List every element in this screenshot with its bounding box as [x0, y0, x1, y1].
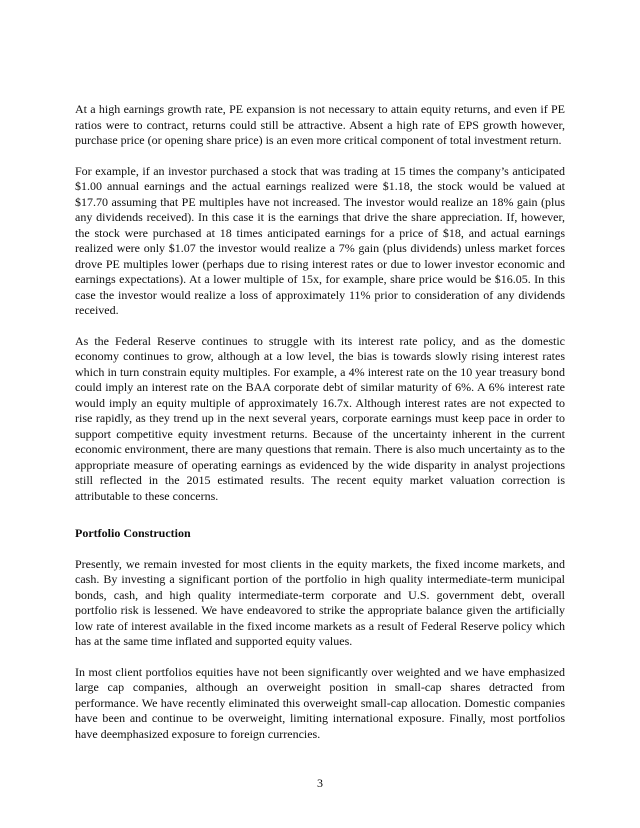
paragraph-pe-expansion: At a high earnings growth rate, PE expansion is not necessary to attain equity returns, and even if PE ratios were to contract, returns could still be attractive. Absent a high rate of EPS growth however, purchase price (or opening share price) is an even more critical component of total investment return. — [75, 102, 565, 147]
document-body — [75, 102, 565, 757]
page-number: 3 — [317, 776, 323, 790]
section-heading-portfolio-construction: Portfolio Construction — [75, 526, 191, 540]
paragraph-investor-example: For example, if an investor purchased a stock that was trading at 15 times the company’s anticipated $1.00 annual earnings and the actual earnings realized were $1.18, the stock would be valued at $17.70 assuming that PE multiples have not increased. The investor would realize an 18% gain (plus any dividends received). In this case it is the earnings that drive the share appreciation. If, however, the stock were purchased at 18 times anticipated earnings for a price of $18, and actual earnings realized were only $1.07 the investor would realize a 7% gain (plus dividends) unless market forces drove PE multiples lower (perhaps due to rising interest rates or due to lower investor economic and earnings expectations). At a lower multiple of 15x, for example, share price would be $16.05. In this case the investor would realize a loss of approximately 11% prior to consideration of any dividends received. — [75, 163, 565, 317]
paragraph-portfolio-allocation: Presently, we remain invested for most clients in the equity markets, the fixed income markets, and cash. By investing a significant portion of the portfolio in high quality intermediate-term municipal bonds, cash, and high quality intermediate-term corporate and U.S. government debt, overall portfolio risk is lessened. We have endeavored to strike the appropriate balance given the artificially low rate of interest available in the fixed income markets as a result of Federal Reserve policy which has at the same time inflated and supported equity values. — [75, 556, 565, 648]
paragraph-federal-reserve: As the Federal Reserve continues to struggle with its interest rate policy, and as the domestic economy continues to grow, although at a low level, the bias is towards slowly rising interest rates which in turn constrain equity multiples. For example, a 4% interest rate on the 10 year treasury bond could imply an interest rate on the BAA corporate debt of similar maturity of 6%. A 6% interest rate would imply an equity multiple of approximately 16.7x. Although interest rates are not expected to rise rapidly, as they trend up in the next several years, corporate earnings must keep pace in order to support competitive equity investment returns. Because of the uncertainty inherent in the current economic environment, there are many questions that remain. There is also much uncertainty as to the appropriate measure of operating earnings as evidenced by the wide disparity in analyst projections still reflected in the 2015 estimated results. The recent equity market valuation correction is attributable to these concerns. — [75, 333, 565, 503]
paragraph-client-portfolios: In most client portfolios equities have not been significantly over weighted and we have emphasized large cap companies, although an overweight position in small-cap shares detracted from performance. We have recently eliminated this overweight small-cap allocation. Domestic companies have been and continue to be overweight, limiting international exposure. Finally, most portfolios have deemphasized exposure to foreign currencies. — [75, 664, 565, 741]
